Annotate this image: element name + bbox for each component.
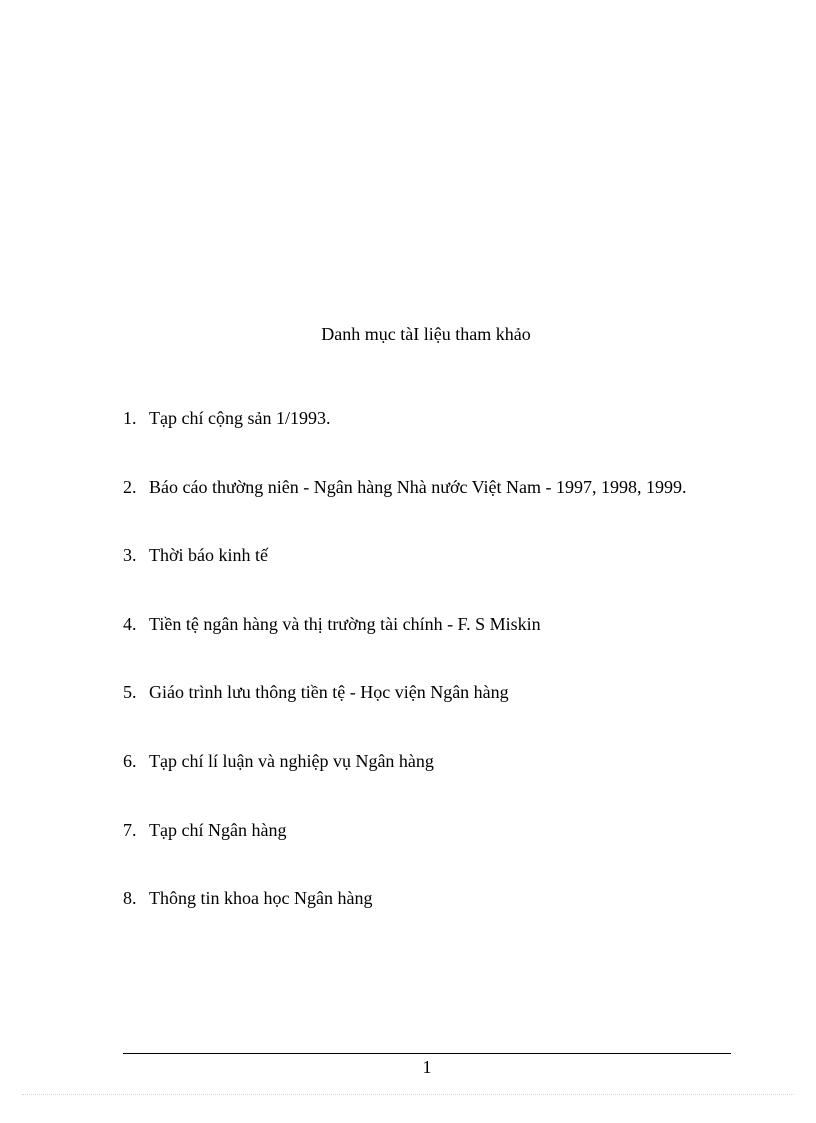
list-item [123,612,687,636]
list-item-number: 6. [123,750,137,771]
list-item [123,543,687,567]
page-title: Danh mục tàI liệu tham khảo [321,324,531,344]
list-item-number: 2. [123,476,137,497]
list-item [123,680,687,704]
list-item-number: 4. [123,613,137,634]
list-item-text: Thời báo kinh tế [149,545,268,566]
list-item-number: 3. [123,545,137,566]
reference-list [123,406,687,955]
list-item-text: Tạp chí Ngân hàng [149,819,287,840]
page-bottom-edge [22,1094,794,1095]
list-item-text: Tiền tệ ngân hàng và thị trường tài chính - F. S Miskin [149,613,541,634]
list-item [123,475,687,499]
list-item [123,886,687,910]
list-item-text: Tạp chí lí luận và nghiệp vụ Ngân hàng [149,750,434,771]
list-item [123,749,687,773]
list-item [123,406,687,430]
list-item-text: Giáo trình lưu thông tiền tệ - Học viện Ngân hàng [149,682,509,703]
list-item-number: 7. [123,819,137,840]
list-item-text: Thông tin khoa học Ngân hàng [149,888,373,909]
list-item-number: 1. [123,408,137,428]
list-item-text: Báo cáo thường niên - Ngân hàng Nhà nước Việt Nam - 1997, 1998, 1999. [149,476,687,497]
list-item [123,818,687,842]
list-item-number: 5. [123,682,137,703]
footer-divider [123,1053,731,1054]
list-item-text: Tạp chí cộng sản 1/1993. [149,408,331,428]
list-item-number: 8. [123,888,137,909]
page-number: 1 [422,1057,432,1077]
